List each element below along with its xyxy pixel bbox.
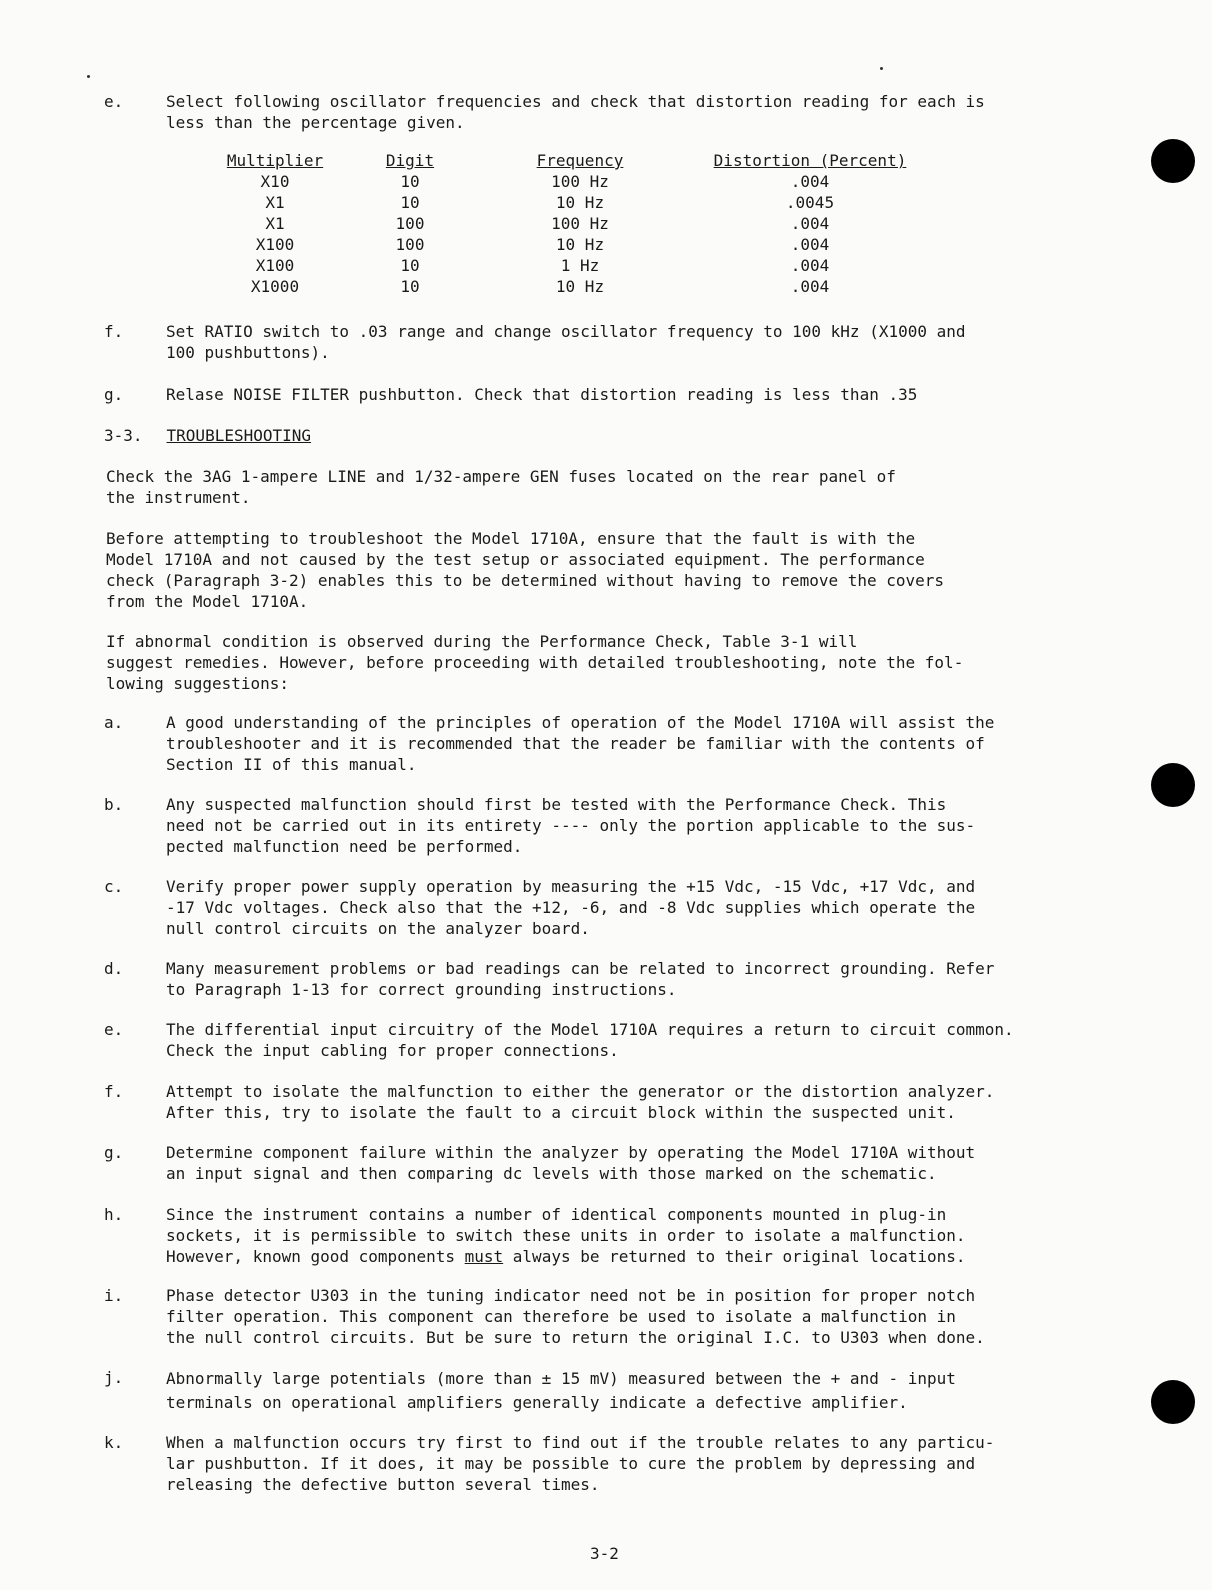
list-item-text: A good understanding of the principles of operation of the Model 1710A will assist the troubleshooter and it is recommended that the reader be familiar with the contents of Section II of this manual.	[166, 713, 995, 774]
cell-multiplier: X100	[255, 235, 295, 254]
table-header-row	[200, 150, 930, 171]
cell-multiplier: X10	[260, 172, 290, 191]
cell-digit: 10	[400, 277, 420, 296]
cell-digit: 100	[395, 235, 425, 254]
step-f	[104, 321, 1084, 363]
section-title: TROUBLESHOOTING	[166, 426, 312, 445]
cell-distortion: .004	[790, 235, 830, 254]
paragraph-fuses: Check the 3AG 1-ampere LINE and 1/32-ampere GEN fuses located on the rear panel of the instrument.	[106, 467, 896, 507]
list-item	[104, 958, 1084, 1000]
cell-frequency: 10 Hz	[555, 277, 605, 296]
cell-frequency: 10 Hz	[555, 193, 605, 212]
list-item-text: When a malfunction occurs try first to find out if the trouble relates to any particu- lar pushbutton. If it does, it may be possible to cure the problem by depressing and releasing the defective button several times.	[166, 1433, 995, 1494]
step-g-label: g.	[104, 385, 124, 404]
list-item	[104, 1285, 1084, 1348]
table-row	[200, 234, 930, 255]
cell-distortion: .004	[790, 172, 830, 191]
step-e-text: Select following oscillator frequencies and check that distortion reading for each is less than the percentage given.	[166, 92, 985, 132]
punch-hole-middle	[1151, 763, 1195, 807]
list-item-text: Attempt to isolate the malfunction to either the generator or the distortion analyzer. After this, try to isolate the fault to a circuit block within the suspected unit.	[166, 1082, 995, 1122]
list-item	[104, 1367, 1084, 1415]
list-item-label: i.	[104, 1286, 124, 1305]
step-g	[104, 384, 1084, 405]
list-item	[104, 1432, 1084, 1495]
col-digit: Digit	[385, 151, 435, 170]
section-heading	[104, 425, 311, 446]
list-item-label: g.	[104, 1143, 124, 1162]
list-item-label: e.	[104, 1020, 124, 1039]
step-g-text: Relase NOISE FILTER pushbutton. Check that distortion reading is less than .35	[166, 385, 918, 404]
paragraph-abnormal-condition: If abnormal condition is observed during the Performance Check, Table 3-1 will suggest remedies. However, before proceeding with detailed troubleshooting, note the fol- lowing suggestions:	[106, 632, 964, 693]
cell-digit: 10	[400, 256, 420, 275]
list-item-label: h.	[104, 1205, 124, 1224]
col-multiplier: Multiplier	[226, 151, 324, 170]
cell-distortion: .004	[790, 214, 830, 233]
table-row	[200, 171, 930, 192]
list-item-text: Many measurement problems or bad readings can be related to incorrect grounding. Refer to Paragraph 1-13 for correct grounding instructions.	[166, 959, 995, 999]
cell-frequency: 100 Hz	[551, 172, 609, 191]
table-row	[200, 276, 930, 297]
list-item-label: c.	[104, 877, 124, 896]
col-frequency: Frequency	[536, 151, 624, 170]
list-item-label: f.	[104, 1082, 124, 1101]
cell-frequency: 100 Hz	[551, 214, 609, 233]
list-item	[104, 1204, 1084, 1267]
cell-frequency: 10 Hz	[555, 235, 605, 254]
cell-digit: 10	[400, 193, 420, 212]
col-distortion: Distortion (Percent)	[713, 151, 907, 170]
list-item-label: k.	[104, 1433, 124, 1452]
list-item-label: d.	[104, 959, 124, 978]
list-item	[104, 1142, 1084, 1184]
punch-hole-top	[1151, 139, 1195, 183]
cell-frequency: 1 Hz	[560, 256, 600, 275]
list-item-text: Determine component failure within the analyzer by operating the Model 1710A without an input signal and then comparing dc levels with those marked on the schematic.	[166, 1143, 976, 1183]
cell-distortion: .004	[790, 256, 830, 275]
step-f-label: f.	[104, 322, 124, 341]
cell-distortion: .004	[790, 277, 830, 296]
section-number: 3-3.	[104, 426, 143, 445]
cell-multiplier: X1	[265, 214, 285, 233]
step-f-text: Set RATIO switch to .03 range and change oscillator frequency to 100 kHz (X1000 and 100 pushbuttons).	[166, 322, 966, 362]
list-item	[104, 712, 1084, 775]
list-item-text: Any suspected malfunction should first be tested with the Performance Check. This need not be carried out in its entirety ---- only the portion applicable to the sus- pected malfunction need be performed.	[166, 795, 976, 856]
cell-digit: 10	[400, 172, 420, 191]
cell-multiplier: X1000	[250, 277, 300, 296]
list-item	[104, 1019, 1084, 1061]
table-row	[200, 213, 930, 234]
list-item-text: Since the instrument contains a number of identical components mounted in plug-in sockets, it is permissible to switch these units in order to isolate a malfunction. However, known good components must always be returned to their original locations.	[166, 1205, 966, 1266]
cell-multiplier: X100	[255, 256, 295, 275]
table-row	[200, 255, 930, 276]
list-item-label: j.	[104, 1368, 124, 1387]
list-item-label: a.	[104, 713, 124, 732]
step-e	[104, 91, 1084, 133]
list-item-text: Phase detector U303 in the tuning indicator need not be in position for proper notch filter operation. This component can therefore be used to isolate a malfunction in the null control circuits. But be sure to return the original I.C. to U303 when done.	[166, 1286, 985, 1347]
scan-speck	[880, 67, 883, 70]
punch-hole-bottom	[1151, 1380, 1195, 1424]
step-e-label: e.	[104, 92, 124, 111]
page-number: 3-2	[590, 1544, 619, 1563]
cell-multiplier: X1	[265, 193, 285, 212]
list-item	[104, 876, 1084, 939]
list-item-label: b.	[104, 795, 124, 814]
list-item	[104, 1081, 1084, 1123]
list-item-text: Verify proper power supply operation by measuring the +15 Vdc, -15 Vdc, +17 Vdc, and -17 Vdc voltages. Check also that the +12, -6, and -8 Vdc supplies which operate the null control circuits on the analyzer board.	[166, 877, 976, 938]
distortion-table	[200, 150, 930, 297]
list-item-text: Abnormally large potentials (more than ± 15 mV) measured between the + and - input terminals on operational amplifiers generally indicate a defective amplifier.	[166, 1369, 956, 1412]
scan-speck	[87, 75, 90, 78]
emphasis-must: must	[464, 1247, 504, 1266]
paragraph-before-troubleshooting: Before attempting to troubleshoot the Model 1710A, ensure that the fault is with the Model 1710A and not caused by the test setup or associated equipment. The performance check (Paragraph 3-2) enables this to be determined without having to remove the covers from the Model 1710A.	[106, 529, 945, 611]
table-row	[200, 192, 930, 213]
cell-distortion: .0045	[785, 193, 835, 212]
list-item	[104, 794, 1084, 857]
cell-digit: 100	[395, 214, 425, 233]
list-item-text: The differential input circuitry of the Model 1710A requires a return to circuit common. Check the input cabling for proper connections.	[166, 1020, 1014, 1060]
